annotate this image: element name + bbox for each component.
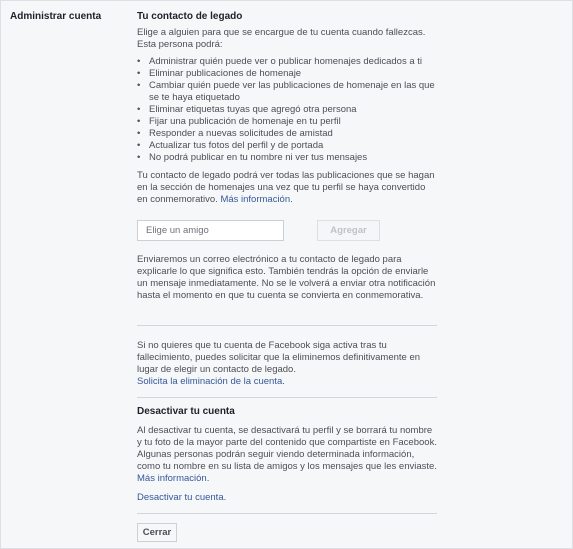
deactivate-title: Desactivar tu cuenta bbox=[137, 406, 235, 417]
list-item: • Eliminar etiquetas tuyas que agregó otra persona bbox=[137, 104, 437, 116]
more-info-link[interactable]: Más información. bbox=[137, 473, 210, 484]
legacy-intro: Elige a alguien para que se encargue de tu cuenta cuando fallezcas. Esta persona podrá: bbox=[137, 27, 426, 50]
list-item: • No podrá publicar en tu nombre ni ver tus mensajes bbox=[137, 152, 437, 164]
list-item: • Cambiar quién puede ver las publicaciones de homenaje en las que se te haya etiquetado bbox=[137, 80, 437, 104]
deactivate-info bbox=[137, 425, 437, 485]
legacy-info bbox=[137, 170, 437, 206]
email-note: Enviaremos un correo electrónico a tu contacto de legado para explicarle lo que significa esto. También tendrás la opción de enviarle un mensaje inmediatamente. No se le volverá a enviar otra notificación hasta el momento en que tu cuenta se convierta en conmemorativa. bbox=[137, 254, 436, 301]
divider bbox=[137, 325, 437, 326]
list-item: • Eliminar publicaciones de homenaje bbox=[137, 68, 437, 80]
deletion-info bbox=[137, 340, 437, 388]
list-item: • Administrar quién puede ver o publicar homenajes dedicados a ti bbox=[137, 56, 437, 68]
list-item: • Fijar una publicación de homenaje en tu perfil bbox=[137, 116, 437, 128]
legacy-permissions-list bbox=[137, 56, 437, 164]
divider bbox=[137, 397, 437, 398]
close-button[interactable]: Cerrar bbox=[137, 523, 177, 542]
deletion-text: Si no quieres que tu cuenta de Facebook siga activa tras tu fallecimiento, puedes solicitar que la eliminemos definitivamente en lugar de elegir un contacto de legado. bbox=[137, 340, 421, 375]
list-item: • Responder a nuevas solicitudes de amistad bbox=[137, 128, 437, 140]
legacy-contact-title: Tu contacto de legado bbox=[137, 11, 243, 22]
deactivate-text: Al desactivar tu cuenta, se desactivará tu perfil y se borrará tu nombre y tu foto de la mayor parte del contenido que compartiste en Facebook. Algunas personas podrán seguir viendo determinada información, como tu nombre en su lista de amigos y los mensajes que les enviaste. bbox=[137, 425, 437, 472]
more-info-link[interactable]: Más información. bbox=[220, 194, 293, 205]
section-label: Administrar cuenta bbox=[10, 11, 102, 22]
divider bbox=[137, 513, 437, 514]
friend-search-input[interactable] bbox=[137, 220, 284, 241]
add-button[interactable]: Agregar bbox=[317, 220, 380, 241]
legacy-info-text: Tu contacto de legado podrá ver todas las publicaciones que se hagan en la sección de homenajes una vez que tu perfil se haya convertido en conmemorativo. bbox=[137, 170, 435, 205]
list-item: • Actualizar tus fotos del perfil y de portada bbox=[137, 140, 437, 152]
request-deletion-link[interactable]: Solicita la eliminación de la cuenta. bbox=[137, 376, 285, 387]
deactivate-account-link[interactable]: Desactivar tu cuenta. bbox=[137, 492, 227, 503]
deactivate-link-row bbox=[137, 492, 437, 504]
